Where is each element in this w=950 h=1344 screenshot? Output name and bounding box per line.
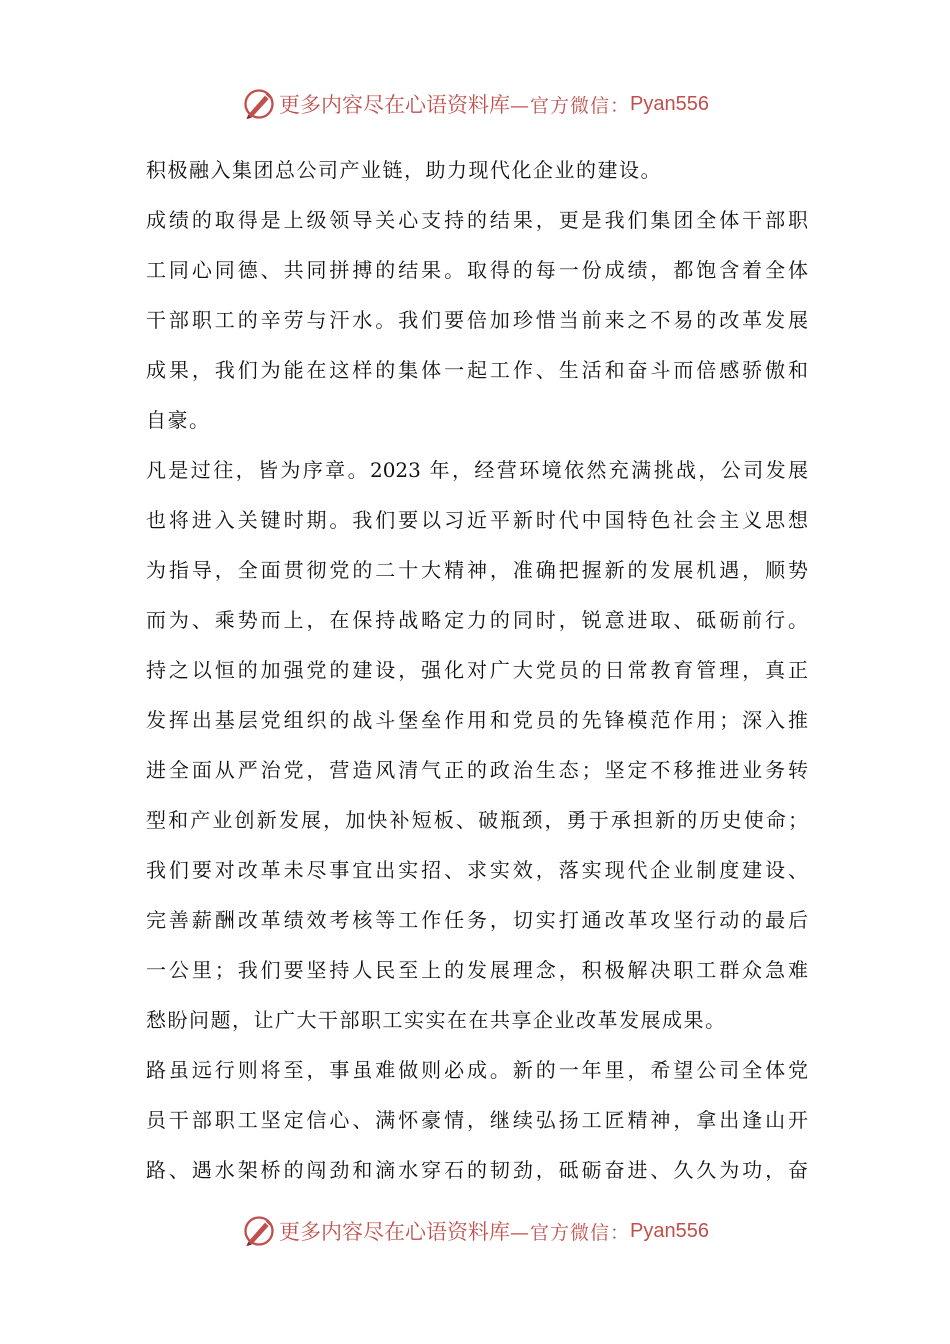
- body-line: 路、遇水架桥的闯劲和滴水穿石的韧劲，砥砺奋进、久久为功，奋: [146, 1158, 808, 1182]
- pen-logo-icon: [241, 86, 277, 122]
- pen-logo-icon: [241, 1213, 277, 1249]
- body-line: 干部职工的辛劳与汗水。我们要倍加珍惜当前来之不易的改革发展: [146, 308, 808, 332]
- body-line: 工同心同德、共同拼搏的结果。取得的每一份成绩，都饱含着全体: [146, 258, 808, 282]
- header-banner-label: —官方微信：: [510, 94, 631, 117]
- footer-banner-wechat-id: Pyan556: [630, 1219, 709, 1242]
- body-line: 为指导，全面贯彻党的二十大精神，准确把握新的发展机遇，顺势: [146, 558, 808, 582]
- header-banner-wechat-id: Pyan556: [630, 92, 709, 115]
- body-line: 而为、乘势而上，在保持战略定力的同时，锐意进取、砥砺前行。: [146, 608, 808, 632]
- body-line: 完善薪酬改革绩效考核等工作任务，切实打通改革攻坚行动的最后: [146, 908, 808, 932]
- body-line: 成果，我们为能在这样的集体一起工作、生活和奋斗而倍感骄傲和: [146, 358, 808, 382]
- body-line: 自豪。: [146, 408, 211, 432]
- footer-banner-text: 更多内容尽在心语资料库: [279, 1220, 510, 1244]
- body-line: 也将进入关键时期。我们要以习近平新时代中国特色社会主义思想: [146, 508, 808, 532]
- body-line: 成绩的取得是上级领导关心支持的结果，更是我们集团全体干部职: [146, 208, 808, 232]
- body-line: 路虽远行则将至，事虽难做则必成。新的一年里，希望公司全体党: [146, 1058, 808, 1082]
- header-banner-text: 更多内容尽在心语资料库: [279, 93, 510, 117]
- body-line: 我们要对改革未尽事宜出实招、求实效，落实现代企业制度建设、: [146, 858, 808, 882]
- body-line: 凡是过往，皆为序章。2023 年，经营环境依然充满挑战，公司发展: [146, 458, 808, 482]
- body-line: 进全面从严治党，营造风清气正的政治生态；坚定不移推进业务转: [146, 758, 808, 782]
- document-body: [146, 145, 808, 1195]
- footer-banner-label: —官方微信：: [510, 1221, 631, 1244]
- header-banner: [0, 84, 950, 124]
- body-line: 型和产业创新发展，加快补短板、破瓶颈，勇于承担新的历史使命；: [146, 808, 808, 832]
- body-line: 员干部职工坚定信心、满怀豪情，继续弘扬工匠精神，拿出逢山开: [146, 1108, 808, 1132]
- body-line: 一公里；我们要坚持人民至上的发展理念，积极解决职工群众急难: [146, 958, 808, 982]
- body-line: 发挥出基层党组织的战斗堡垒作用和党员的先锋模范作用；深入推: [146, 708, 808, 732]
- body-line: 积极融入集团总公司产业链，助力现代化企业的建设。: [146, 158, 662, 182]
- body-line: 愁盼问题，让广大干部职工实实在在共享企业改革发展成果。: [146, 1008, 727, 1032]
- footer-banner: [0, 1211, 950, 1251]
- body-line: 持之以恒的加强党的建设，强化对广大党员的日常教育管理，真正: [146, 658, 808, 682]
